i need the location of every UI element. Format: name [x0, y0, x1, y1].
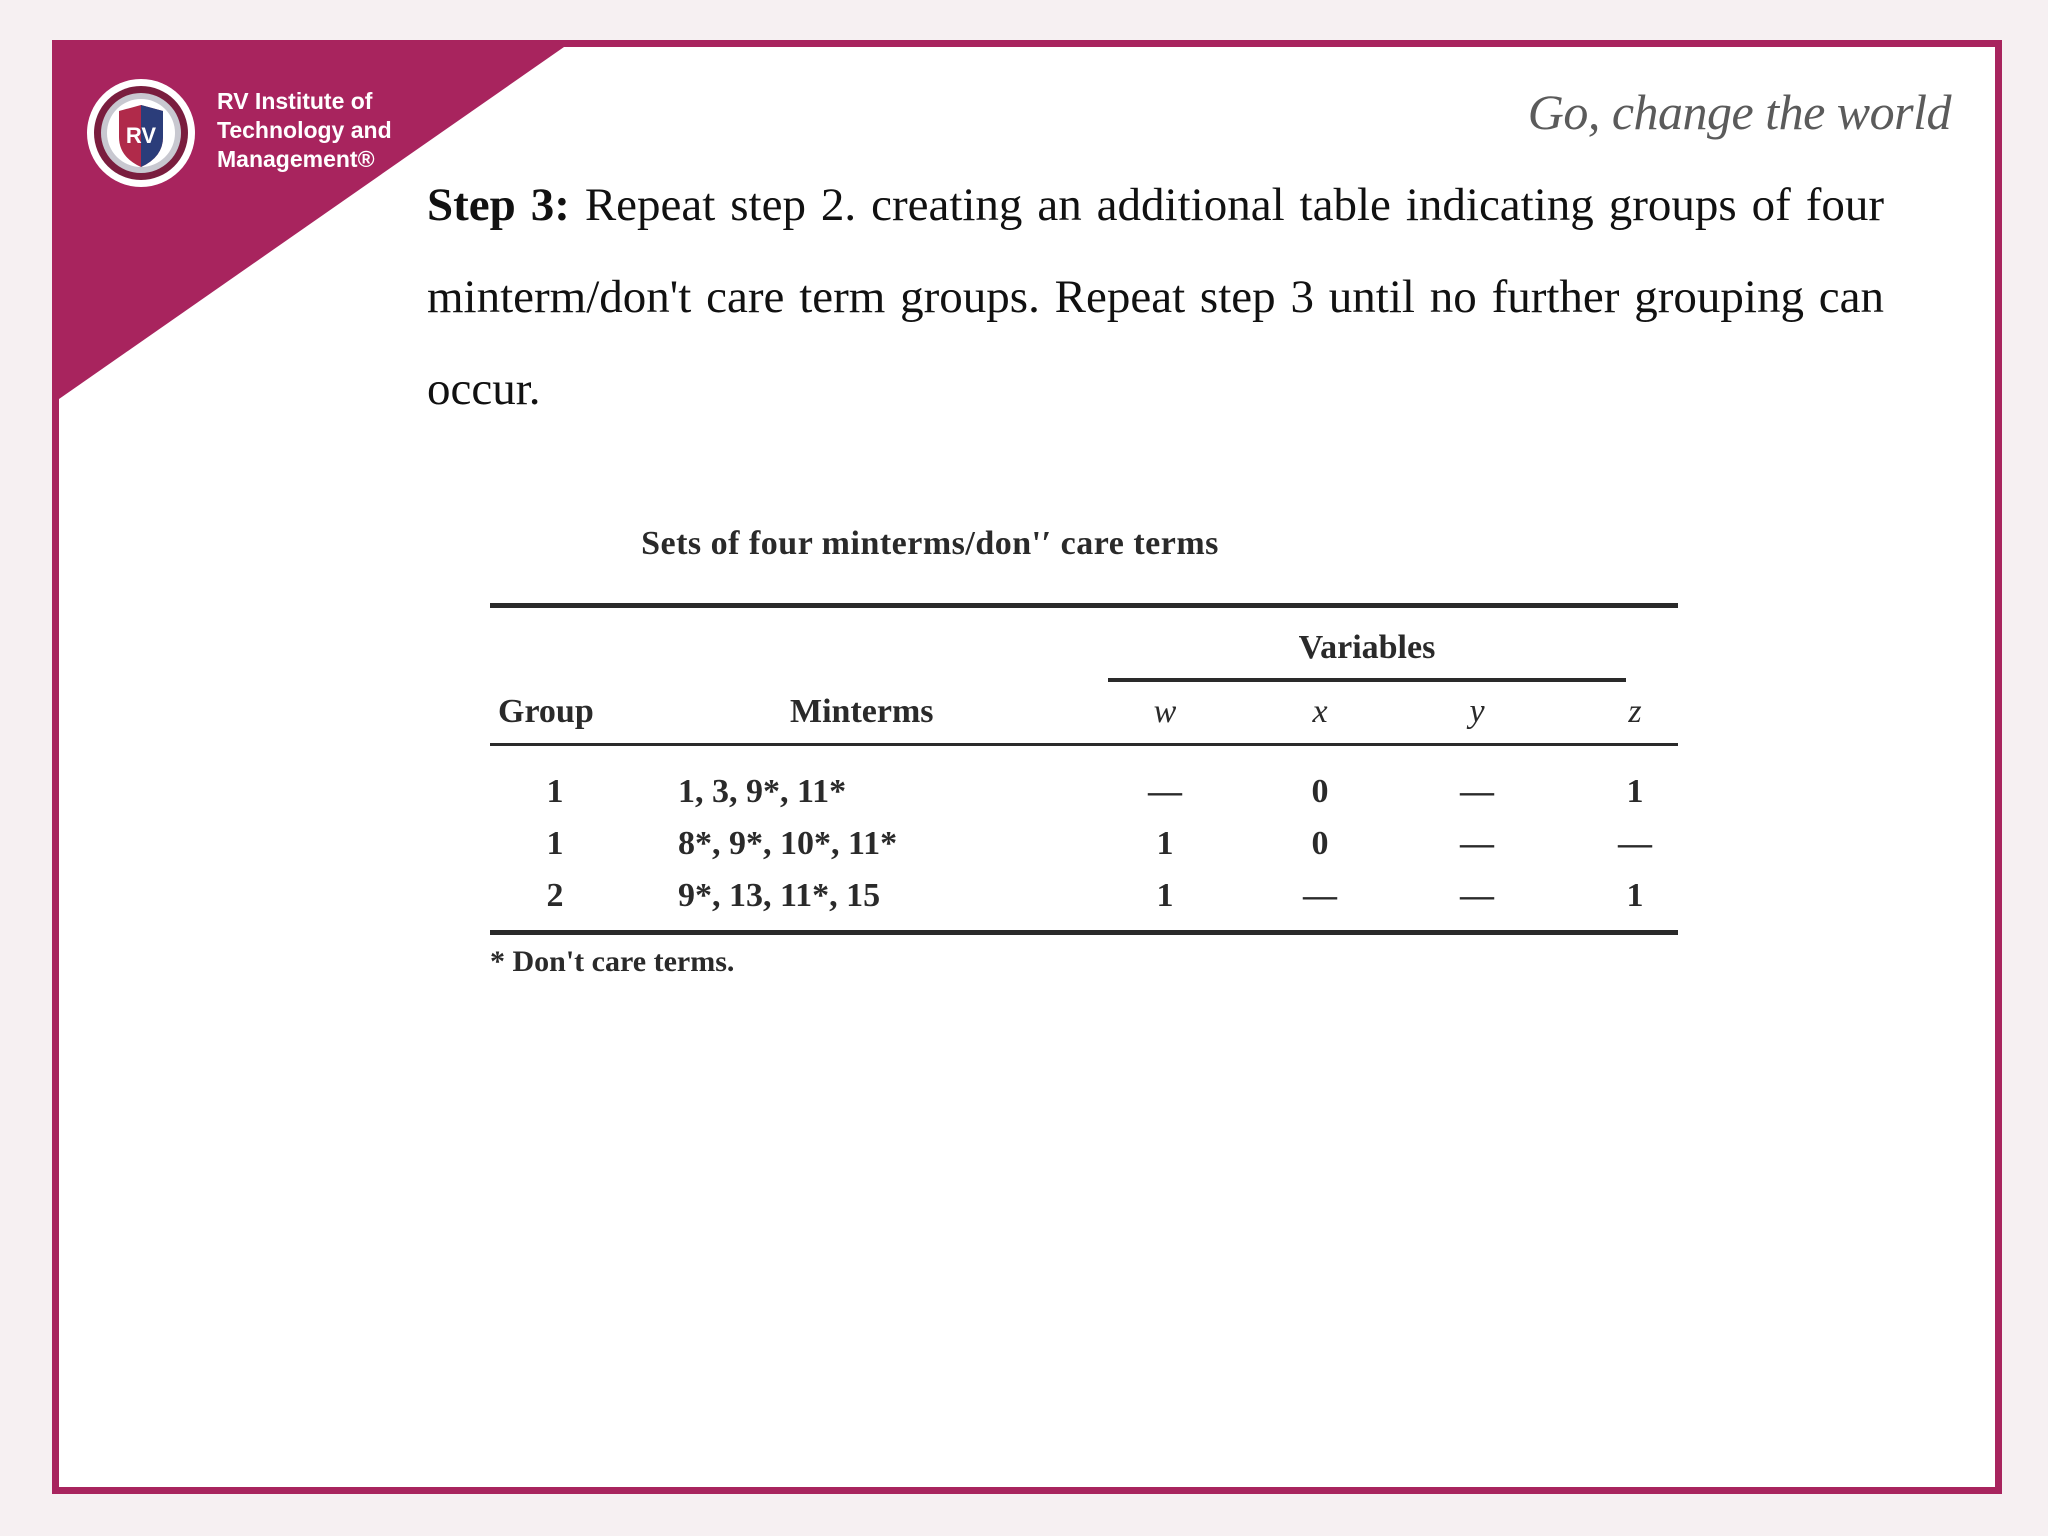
- step-body: Repeat step 2. creating an additional table indicating groups of four minterm/don't care term groups. Repeat step 3 until no further grouping can occur.: [427, 179, 1884, 415]
- column-header-x: x: [1312, 693, 1328, 730]
- cell-w: 1: [1156, 877, 1174, 914]
- institute-name-line-1: RV Institute of: [217, 88, 373, 114]
- column-header-w: w: [1153, 693, 1177, 730]
- table-header-rule: [490, 743, 1678, 746]
- cell-group: 2: [546, 877, 564, 914]
- table-top-rule: [490, 603, 1678, 608]
- column-header-group: Group: [498, 693, 594, 730]
- column-header-y: y: [1469, 693, 1485, 730]
- institute-name-line-2: Technology and: [217, 117, 392, 143]
- table-bottom-rule: [490, 930, 1678, 935]
- cell-y: —: [1460, 877, 1494, 914]
- cell-x: —: [1303, 877, 1337, 914]
- cell-z: —: [1618, 825, 1652, 862]
- institute-name: [217, 87, 392, 174]
- column-header-minterms: Minterms: [790, 693, 934, 730]
- cell-minterms: 9*, 13, 11*, 15: [678, 877, 881, 914]
- cell-y: —: [1460, 773, 1494, 810]
- cell-x: 0: [1311, 825, 1329, 862]
- cell-z: 1: [1626, 773, 1644, 810]
- institute-logo-icon: [85, 77, 197, 189]
- tagline: Go, change the world: [1527, 84, 1951, 140]
- step-description: [427, 159, 1884, 435]
- cell-minterms: 8*, 9*, 10*, 11*: [678, 825, 898, 862]
- cell-x: 0: [1311, 773, 1329, 810]
- table-footnote: * Don't care terms.: [490, 945, 735, 978]
- variables-rule: [1108, 678, 1626, 682]
- table-title: Sets of four minterms/don'′ care terms: [641, 525, 1219, 562]
- cell-y: —: [1460, 825, 1494, 862]
- cell-w: 1: [1156, 825, 1174, 862]
- logo-initials: RV: [125, 123, 157, 148]
- step-label: Step 3:: [427, 179, 570, 231]
- institute-name-line-3: Management®: [217, 146, 375, 172]
- column-header-z: z: [1628, 693, 1642, 730]
- cell-minterms: 1, 3, 9*, 11*: [678, 773, 847, 810]
- slide: [52, 40, 2002, 1494]
- cell-group: 1: [546, 773, 564, 810]
- cell-w: —: [1148, 773, 1182, 810]
- variables-header: Variables: [1298, 629, 1436, 666]
- cell-z: 1: [1626, 877, 1644, 914]
- cell-group: 1: [546, 825, 564, 862]
